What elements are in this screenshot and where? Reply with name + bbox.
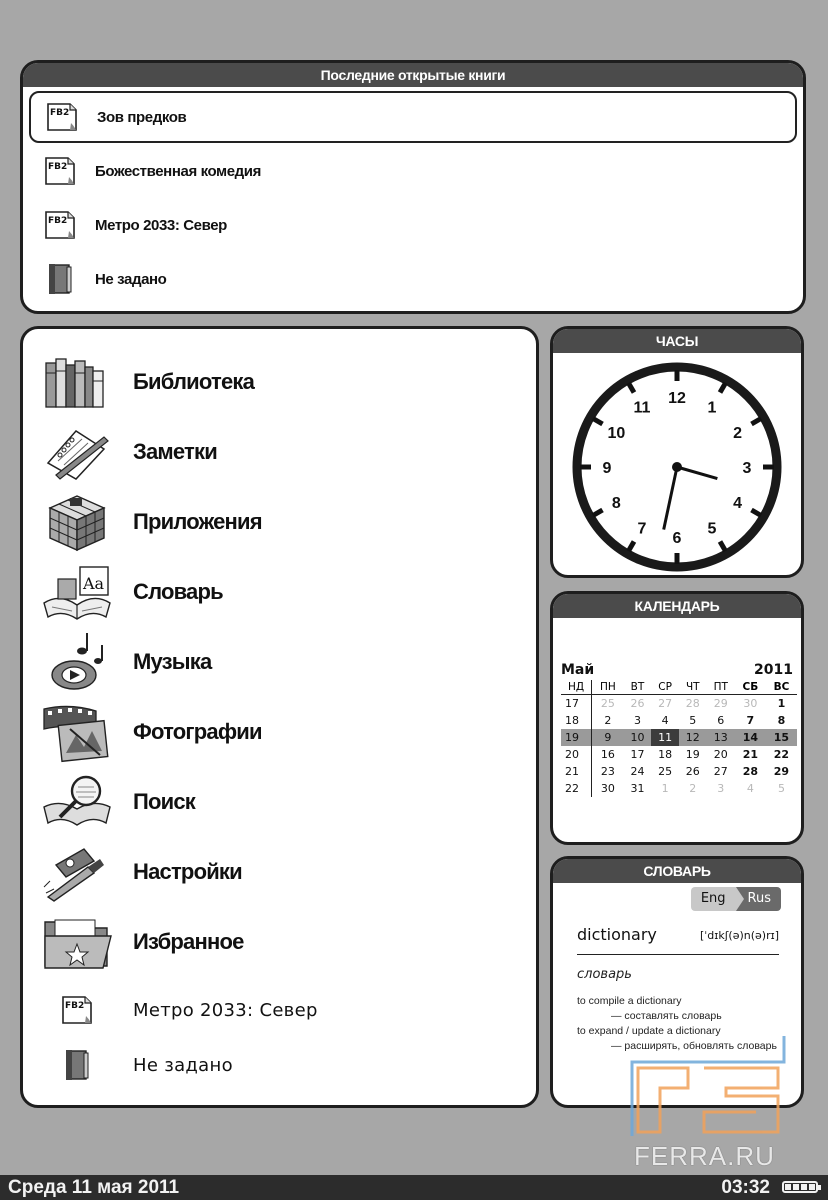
calendar-day[interactable]: 4	[661, 714, 669, 727]
recent-book-item[interactable]	[29, 199, 797, 251]
svg-text:Aa: Aa	[83, 574, 105, 593]
clock-number: 7	[637, 520, 647, 538]
calendar-day[interactable]: 25	[600, 697, 615, 710]
calendar-day[interactable]: 25	[658, 765, 673, 778]
clock-center	[672, 462, 682, 472]
calendar-week-number: 22	[561, 780, 592, 797]
calendar-day[interactable]: 22	[773, 748, 790, 761]
calendar-week-row	[561, 712, 797, 729]
library-books-icon	[37, 351, 117, 413]
calendar-day[interactable]: 9	[592, 729, 624, 746]
calendar-day[interactable]: 7	[746, 714, 755, 727]
calendar-day[interactable]: 3	[717, 782, 725, 795]
favorites-folder-icon	[37, 911, 117, 973]
ferra-watermark	[628, 1032, 798, 1172]
calendar-day[interactable]: 3	[633, 714, 641, 727]
calendar-weekday-header: ВТ	[624, 680, 652, 695]
menu-item-search[interactable]	[37, 769, 195, 835]
calendar-week-number: 17	[561, 695, 592, 713]
calendar-day[interactable]: 17	[630, 748, 645, 761]
calendar-week-row	[561, 729, 797, 746]
calendar-widget[interactable]	[550, 591, 804, 845]
calendar-day[interactable]: 27	[713, 765, 728, 778]
calendar-weekday-header: СР	[651, 680, 679, 695]
clock-number: 6	[672, 530, 682, 547]
clock-number: 2	[733, 425, 743, 442]
recent-book-title: Зов предков	[97, 108, 187, 126]
clock-number: 9	[602, 460, 612, 477]
dictionary-transcription: [ˈdɪkʃ(ə)n(ə)rɪ]	[699, 929, 779, 942]
menu-label: Фотографии	[133, 719, 262, 744]
calendar-day[interactable]: 28	[742, 765, 759, 778]
main-menu-panel	[20, 326, 539, 1108]
dictionary-headword: dictionary	[577, 925, 657, 944]
clock-title: ЧАСЫ	[553, 329, 801, 353]
calendar-title: КАЛЕНДАРЬ	[553, 594, 801, 618]
book-icon	[35, 262, 85, 296]
calendar-weekday-header: ВС	[766, 680, 797, 695]
calendar-day[interactable]: 2	[604, 714, 612, 727]
calendar-day[interactable]: 24	[630, 765, 645, 778]
photos-icon	[37, 701, 117, 763]
calendar-weekday-header: ПН	[592, 680, 624, 695]
recent-book-title: Божественная комедия	[95, 162, 261, 180]
calendar-year: 2011	[754, 662, 793, 678]
dictionary-example: — составлять словарь	[611, 1010, 722, 1022]
svg-text:FB2: FB2	[65, 1001, 85, 1011]
svg-text:FB2: FB2	[48, 216, 68, 226]
calendar-day[interactable]: 8	[777, 714, 786, 727]
calendar-week-row	[561, 780, 797, 797]
status-bar	[0, 1175, 828, 1200]
recent-book-item[interactable]	[29, 91, 797, 143]
calendar-week-row	[561, 746, 797, 763]
calendar-day[interactable]: 26	[630, 697, 645, 710]
clock-number: 10	[607, 425, 626, 442]
search-book-icon	[37, 771, 117, 833]
settings-tools-icon	[37, 841, 117, 903]
book-icon	[37, 1034, 117, 1096]
clock-number: 5	[707, 520, 717, 538]
calendar-weekday-header: ПТ	[707, 680, 735, 695]
status-date: Среда 11 мая 2011	[8, 1177, 180, 1198]
calendar-day[interactable]: 29	[773, 765, 790, 778]
recent-book-item[interactable]	[29, 253, 797, 305]
notes-icon	[37, 421, 117, 483]
calendar-month: Май	[561, 662, 595, 678]
calendar-day[interactable]: 5	[777, 782, 785, 795]
menu-label: Метро 2033: Север	[133, 999, 318, 1021]
calendar-day[interactable]: 27	[658, 697, 673, 710]
clock-number: 11	[633, 399, 651, 417]
recent-books-panel	[20, 60, 806, 314]
calendar-day[interactable]: 12	[679, 729, 707, 746]
menu-item-favorites[interactable]	[37, 909, 244, 975]
calendar-day[interactable]: 28	[685, 697, 700, 710]
menu-label: Поиск	[133, 789, 196, 814]
dictionary-icon	[37, 561, 117, 623]
clock-number: 4	[733, 495, 743, 512]
calendar-day[interactable]: 14	[735, 729, 766, 746]
menu-label: Музыка	[133, 649, 212, 674]
apps-cube-icon	[37, 491, 117, 553]
dictionary-translation: словарь	[577, 967, 632, 982]
calendar-day[interactable]: 6	[717, 714, 725, 727]
calendar-day[interactable]: 5	[689, 714, 697, 727]
fb2-file-icon	[37, 101, 87, 133]
ferra-logo-icon	[628, 1032, 798, 1142]
calendar-week-number: 18	[561, 712, 592, 729]
calendar-day[interactable]: 18	[658, 748, 673, 761]
calendar-day[interactable]: 10	[624, 729, 652, 746]
calendar-day[interactable]: 16	[600, 748, 615, 761]
menu-item-photos[interactable]	[37, 699, 262, 765]
menu-label: Приложения	[133, 509, 262, 534]
calendar-week-row	[561, 763, 797, 780]
calendar-day[interactable]: 30	[600, 782, 615, 795]
dictionary-example: to compile a dictionary	[577, 995, 682, 1007]
target-language: Rus	[736, 887, 781, 911]
calendar-grid	[561, 680, 797, 797]
calendar-day[interactable]: 1	[661, 782, 669, 795]
menu-label: Не задано	[133, 1054, 233, 1076]
svg-text:FB2: FB2	[50, 108, 70, 118]
calendar-weekday-header: ЧТ	[679, 680, 707, 695]
watermark-text: FERRA.RU	[634, 1141, 775, 1171]
menu-item-settings[interactable]	[37, 839, 242, 905]
language-direction-toggle[interactable]	[691, 887, 781, 911]
recent-book-item[interactable]	[29, 145, 797, 197]
menu-label: Словарь	[133, 579, 223, 604]
music-icon	[37, 631, 117, 693]
calendar-day[interactable]: 19	[685, 748, 700, 761]
fb2-file-icon	[35, 155, 85, 187]
svg-text:FB2: FB2	[48, 162, 68, 172]
dictionary-title: СЛОВАРЬ	[553, 859, 801, 883]
divider	[577, 954, 779, 955]
status-time: 03:32	[721, 1177, 770, 1198]
recent-book-title: Не задано	[95, 270, 167, 288]
calendar-day[interactable]: 2	[689, 782, 697, 795]
calendar-day[interactable]: 29	[713, 697, 728, 710]
calendar-day[interactable]: 15	[766, 729, 797, 746]
analog-clock	[553, 353, 801, 575]
menu-item-notes[interactable]	[37, 419, 217, 485]
calendar-week-number: 20	[561, 746, 592, 763]
calendar-day[interactable]: 20	[713, 748, 728, 761]
calendar-week-row	[561, 695, 797, 713]
dictionary-example: — расширять, обновлять словарь	[611, 1040, 777, 1052]
clock-number: 12	[668, 390, 686, 407]
menu-label: Заметки	[133, 439, 217, 464]
clock-number: 1	[707, 399, 717, 417]
calendar-day[interactable]: 13	[707, 729, 735, 746]
calendar-week-number: 21	[561, 763, 592, 780]
recent-book-title: Метро 2033: Север	[95, 216, 227, 234]
menu-item-dictionary[interactable]	[37, 559, 223, 625]
calendar-day[interactable]: 31	[630, 782, 645, 795]
calendar-day[interactable]: 1	[777, 697, 786, 710]
clock-number: 3	[742, 460, 752, 477]
calendar-week-number: 19	[561, 729, 592, 746]
calendar-day[interactable]: 21	[742, 748, 759, 761]
fb2-file-icon	[35, 209, 85, 241]
battery-icon	[782, 1181, 818, 1193]
dictionary-example: to expand / update a dictionary	[577, 1025, 721, 1037]
calendar-weekday-header: СБ	[735, 680, 766, 695]
clock-widget[interactable]	[550, 326, 804, 578]
calendar-day[interactable]: 11	[651, 729, 679, 746]
recent-books-title: Последние открытые книги	[23, 63, 803, 87]
source-language: Eng	[691, 887, 736, 911]
menu-item-recent-book[interactable]	[37, 1032, 233, 1098]
clock-number: 8	[611, 495, 621, 512]
menu-label: Настройки	[133, 859, 242, 884]
menu-item-apps[interactable]	[37, 489, 262, 555]
calendar-day[interactable]: 26	[685, 765, 700, 778]
calendar-day[interactable]: 4	[746, 782, 754, 795]
menu-label: Библиотека	[133, 369, 255, 394]
calendar-day[interactable]: 23	[600, 765, 615, 778]
menu-label: Избранное	[133, 929, 244, 954]
menu-item-music[interactable]	[37, 629, 211, 695]
calendar-weekday-header: НД	[561, 680, 592, 695]
menu-item-library[interactable]	[37, 349, 254, 415]
calendar-day[interactable]: 30	[743, 697, 758, 710]
